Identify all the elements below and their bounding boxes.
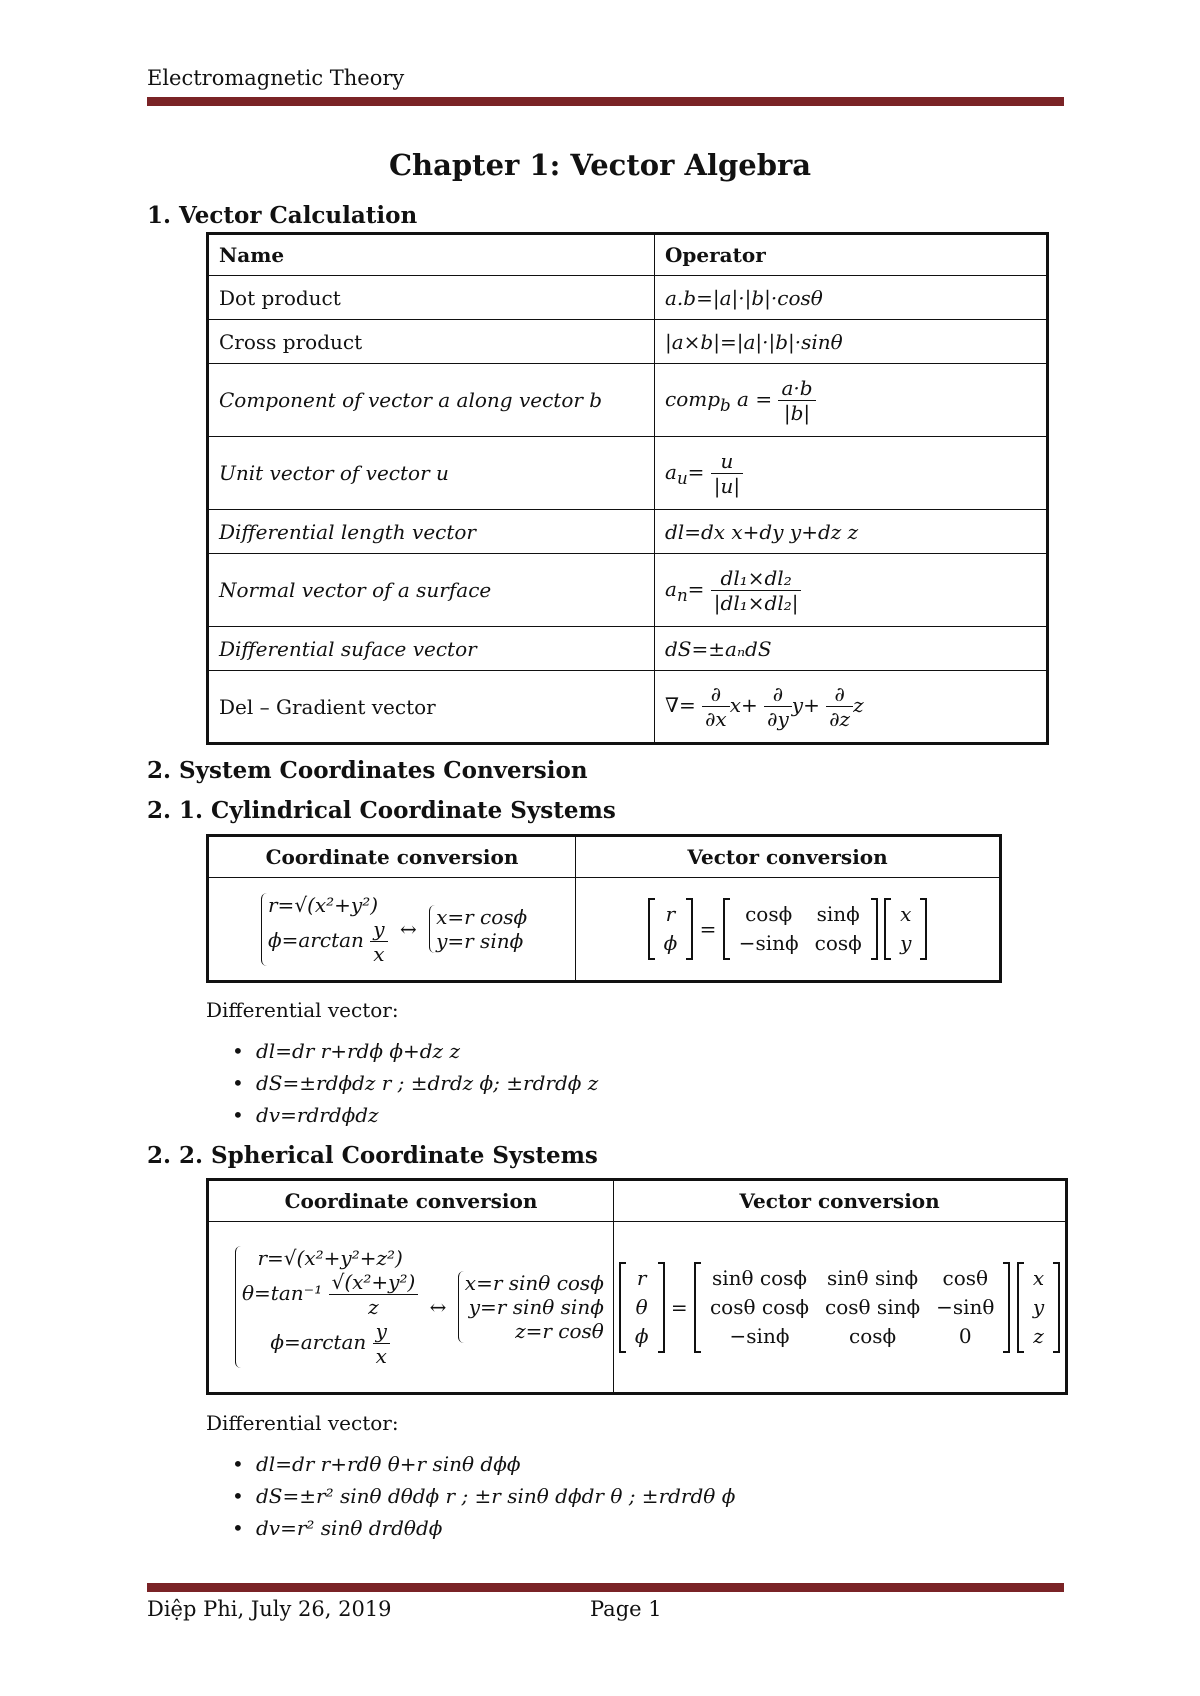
matrix-entry: cosθ [942, 1265, 989, 1290]
list-item: • dv=r² sinθ drdθdϕ [232, 1512, 735, 1544]
equals-sign: = [699, 917, 717, 941]
operator-part: ∇= [665, 693, 696, 717]
fraction [329, 1270, 419, 1319]
formula-phi [242, 1319, 418, 1368]
matrix-entry: y [900, 931, 912, 955]
column-header-vector: Vector conversion [614, 1180, 1067, 1222]
left-brace [261, 893, 388, 966]
equivalence-arrow-icon: ↔ [399, 917, 417, 941]
spherical-vector-cell [614, 1222, 1067, 1394]
page-number: Page 1 [590, 1597, 662, 1621]
fraction [764, 682, 792, 731]
row-name: Component of vector a along vector b [208, 364, 655, 437]
formula-y: y=r sinϕ [436, 929, 524, 953]
matrix-entry: −sinϕ [729, 1323, 790, 1348]
right-brace [429, 905, 527, 953]
rotation-matrix [694, 1262, 1010, 1353]
formula-x: x=r cosϕ [436, 905, 528, 929]
row-operator [655, 437, 1048, 510]
denominator: ∂x [705, 707, 727, 731]
matrix-entry: cosϕ [745, 902, 793, 926]
cylindrical-differential-list [232, 1035, 598, 1131]
formula-part: ϕ=arctan [268, 927, 364, 952]
chapter-title: Chapter 1: Vector Algebra [388, 148, 812, 182]
denominator: |b| [783, 400, 811, 425]
list-item: • dS=±r² sinθ dθdϕ r ; ±r sinθ dϕdr θ ; ±rdrdθ ϕ [232, 1480, 735, 1512]
formula-part: ϕ=arctan [270, 1330, 367, 1354]
matrix-entry: cosθ cosϕ [709, 1294, 810, 1319]
matrix-entry: x [1032, 1265, 1045, 1290]
column-header-operator: Operator [655, 234, 1048, 276]
matrix-entry: θ [635, 1294, 648, 1319]
row-operator: dS=±aₙdS [655, 627, 1048, 671]
formula-phi [268, 917, 388, 966]
formula-r: r=√(x²+y²+z²) [257, 1246, 403, 1270]
list-item: • dS=±rdϕdz r ; ±drdz ϕ; ±rdrdϕ z [232, 1067, 598, 1099]
operator-part: y+ [791, 693, 820, 717]
list-item: • dl=dr r+rdθ θ+r sinθ dϕϕ [232, 1448, 735, 1480]
table-row [208, 437, 1048, 510]
formula-r: r=√(x²+y²) [268, 892, 379, 917]
table-row [208, 554, 1048, 627]
left-brace [235, 1246, 418, 1368]
equals-sign: = [670, 1295, 688, 1319]
row-operator: dl=dx x+dy y+dz z [655, 510, 1048, 554]
fraction [702, 682, 730, 731]
row-operator [655, 554, 1048, 627]
operator-part: a = [730, 386, 773, 411]
subsection-heading-cylindrical: 2. 1. Cylindrical Coordinate Systems [147, 797, 616, 824]
spherical-coordinate-cell [208, 1222, 614, 1394]
operator-subscript: u [676, 468, 688, 488]
fraction [370, 917, 387, 966]
spherical-differential-label: Differential vector: [206, 1411, 399, 1435]
rotation-matrix [723, 898, 878, 960]
table-row [208, 627, 1048, 671]
formula-part: θ=tan⁻¹ [242, 1281, 323, 1305]
matrix-entry: cosθ sinϕ [825, 1294, 921, 1319]
numerator: y [370, 917, 387, 942]
numerator: √(x²+y²) [329, 1270, 419, 1295]
operator-part: a [665, 459, 677, 484]
row-name: Del – Gradient vector [208, 671, 655, 744]
numerator: ∂ [764, 682, 792, 707]
lhs-vector [619, 1262, 665, 1353]
row-operator [655, 364, 1048, 437]
numerator: dl₁×dl₂ [711, 566, 802, 591]
rhs-vector [1017, 1262, 1060, 1353]
fraction [711, 566, 802, 615]
row-name: Cross product [208, 320, 655, 364]
matrix-entry: z [1033, 1323, 1044, 1348]
subsection-heading-spherical: 2. 2. Spherical Coordinate Systems [147, 1142, 598, 1169]
row-name: Unit vector of vector u [208, 437, 655, 510]
matrix-entry: −sinϕ [738, 931, 799, 955]
section-heading-vector-calculation: 1. Vector Calculation [147, 202, 418, 229]
formula-z: z=r cosθ [515, 1319, 604, 1343]
cylindrical-differential-label: Differential vector: [206, 998, 399, 1022]
operator-part: = [687, 576, 705, 601]
matrix-entry: x [900, 902, 912, 926]
denominator: ∂z [829, 707, 851, 731]
spherical-conversion-table [206, 1178, 1068, 1395]
operator-subscript: n [676, 585, 688, 605]
denominator: z [368, 1295, 379, 1319]
fraction [778, 376, 815, 425]
numerator: y [373, 1319, 390, 1344]
table-row [208, 276, 1048, 320]
row-operator: a.b=|a|·|b|·cosθ [655, 276, 1048, 320]
table-row [208, 364, 1048, 437]
fraction [373, 1319, 390, 1368]
numerator: ∂ [826, 682, 853, 707]
right-brace [458, 1271, 604, 1343]
matrix-entry: ϕ [634, 1323, 649, 1348]
matrix-entry: 0 [958, 1323, 972, 1348]
table-row [208, 671, 1048, 744]
table-row [208, 320, 1048, 364]
column-header-name: Name [208, 234, 655, 276]
row-operator [655, 671, 1048, 744]
row-name: Normal vector of a surface [208, 554, 655, 627]
equivalence-arrow-icon: ↔ [429, 1295, 447, 1319]
numerator: a·b [778, 376, 815, 401]
denominator: |u| [713, 473, 741, 498]
section-heading-coordinates: 2. System Coordinates Conversion [147, 757, 588, 784]
column-header-vector: Vector conversion [576, 836, 1001, 878]
matrix-entry: ϕ [663, 931, 678, 955]
matrix-entry: r [665, 902, 676, 926]
matrix-entry: r [636, 1265, 647, 1290]
matrix-entry: −sinθ [936, 1294, 995, 1319]
column-header-coordinate: Coordinate conversion [208, 1180, 614, 1222]
operator-subscript: b [720, 395, 731, 415]
spherical-differential-list [232, 1448, 735, 1544]
denominator: |dl₁×dl₂| [713, 590, 799, 615]
operator-part: a [665, 576, 677, 601]
formula-theta [242, 1270, 418, 1319]
matrix-entry: sinθ cosϕ [711, 1265, 808, 1290]
numerator: ∂ [702, 682, 730, 707]
matrix-entry: sinϕ [816, 902, 860, 926]
operator-part: x+ [729, 693, 758, 717]
vector-calculation-table [206, 232, 1049, 745]
rhs-vector [884, 898, 927, 960]
list-item: • dl=dr r+rdϕ ϕ+dz z [232, 1035, 598, 1067]
row-name: Differential suface vector [208, 627, 655, 671]
denominator: ∂y [767, 707, 789, 731]
fraction [711, 449, 743, 498]
fraction [826, 682, 853, 731]
denominator: x [375, 1344, 387, 1368]
table-row [208, 510, 1048, 554]
operator-part: comp [665, 386, 721, 411]
cylindrical-conversion-table [206, 834, 1002, 983]
matrix-entry: cosϕ [849, 1323, 897, 1348]
list-item: • dv=rdrdϕdz [232, 1099, 598, 1131]
lhs-vector [648, 898, 694, 960]
row-operator: |a×b|=|a|·|b|·sinθ [655, 320, 1048, 364]
formula-x: x=r sinθ cosϕ [464, 1271, 604, 1295]
operator-part: z [853, 693, 864, 717]
running-header: Electromagnetic Theory [147, 66, 405, 90]
row-name: Differential length vector [208, 510, 655, 554]
formula-y: y=r sinθ sinϕ [468, 1295, 604, 1319]
column-header-coordinate: Coordinate conversion [208, 836, 576, 878]
header-rule [147, 97, 1064, 106]
operator-part: = [687, 459, 705, 484]
numerator: u [711, 449, 743, 474]
cylindrical-coordinate-cell [208, 878, 576, 982]
matrix-entry: y [1032, 1294, 1045, 1319]
footer-rule [147, 1583, 1064, 1592]
footer-author-date: Diệp Phi, July 26, 2019 [147, 1597, 392, 1621]
row-name: Dot product [208, 276, 655, 320]
cylindrical-vector-cell [576, 878, 1001, 982]
matrix-entry: cosϕ [814, 931, 862, 955]
matrix-entry: sinθ sinϕ [827, 1265, 919, 1290]
denominator: x [373, 941, 385, 966]
